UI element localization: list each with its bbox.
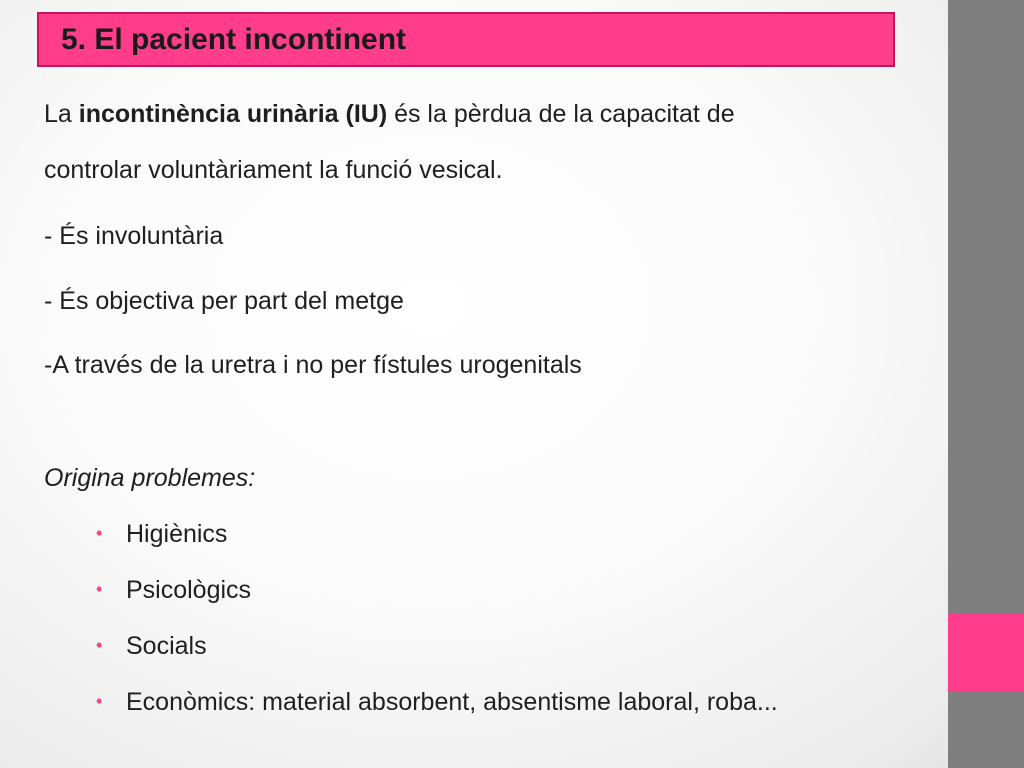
definition-term: incontinència urinària (IU) <box>78 100 388 128</box>
problem-list-item <box>96 576 251 605</box>
problem-list-item <box>96 632 207 661</box>
bullet-icon: • <box>96 523 103 543</box>
characteristic-item: - És objectiva per part del metge <box>44 287 404 315</box>
definition-suffix: és la pèrdua de la capacitat de <box>387 100 735 128</box>
problem-label: Socials <box>126 632 207 660</box>
slide-title: 5. El pacient incontinent <box>61 23 407 56</box>
definition-line-2: controlar voluntàriament la funció vesical. <box>44 156 503 184</box>
definition-line-1 <box>44 100 735 129</box>
characteristic-item: -A través de la uretra i no per fístules urogenitals <box>44 351 582 379</box>
problem-label: Higiènics <box>126 520 228 548</box>
title-banner <box>37 12 895 67</box>
problem-label: Econòmics: material absorbent, absentisme laboral, roba... <box>126 688 778 716</box>
side-accent-block <box>948 613 1024 692</box>
problems-heading: Origina problemes: <box>44 464 256 492</box>
problem-list-item <box>96 688 778 717</box>
bullet-icon: • <box>96 635 103 655</box>
bullet-icon: • <box>96 691 103 711</box>
problem-list-item <box>96 520 227 549</box>
problem-label: Psicològics <box>126 576 252 604</box>
characteristic-item: - És involuntària <box>44 222 224 250</box>
definition-prefix: La <box>44 100 79 128</box>
bullet-icon: • <box>96 579 103 599</box>
